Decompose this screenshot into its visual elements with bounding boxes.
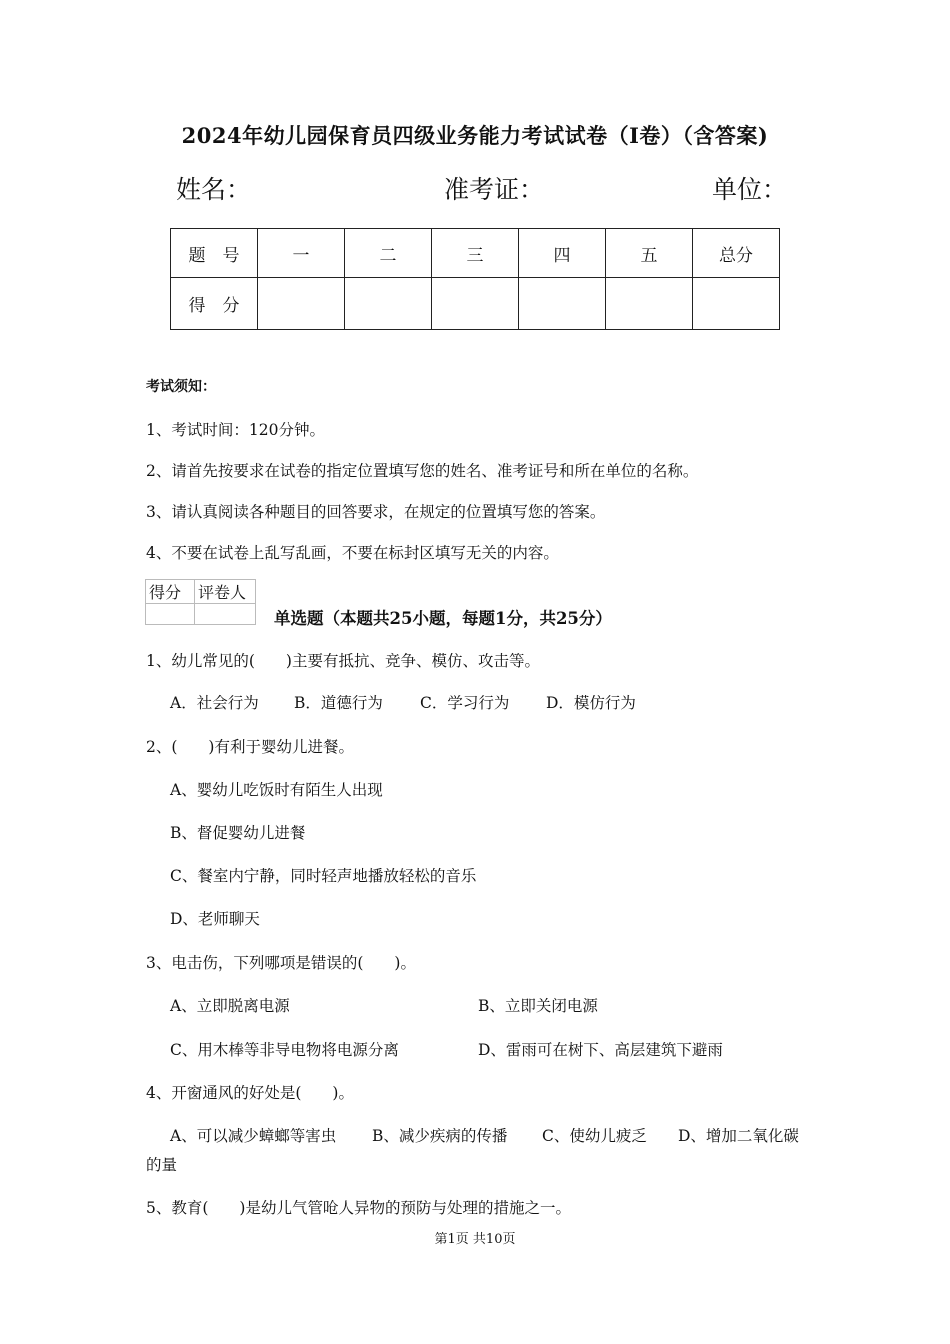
q4-option-d-wrap: 的量: [146, 1156, 178, 1174]
page-footer: 第1页 共10页: [434, 1232, 516, 1247]
unit-field-label: 单位：: [712, 175, 788, 204]
score-header-2: 二: [345, 229, 432, 278]
notice-title: 考试须知：: [146, 379, 216, 395]
question-1: 1、幼儿常见的( )主要有抵抗、竞争、模仿、攻击等。: [146, 652, 540, 670]
score-row-label: 得 分: [171, 278, 258, 330]
section-title: 单选题（本题共25小题，每题1分，共25分）: [274, 609, 612, 628]
notice-item: 1、考试时间：120分钟。: [146, 421, 325, 439]
score-cell-total[interactable]: [693, 278, 780, 330]
score-table: [170, 228, 780, 330]
q2-option-b: B、督促婴幼儿进餐: [170, 824, 306, 842]
score-cell-1[interactable]: [258, 278, 345, 330]
exam-title: 2024年幼儿园保育员四级业务能力考试试卷（I卷）（含答案): [181, 123, 769, 148]
q3-option-a: A、立即脱离电源: [170, 997, 290, 1015]
score-cell-5[interactable]: [606, 278, 693, 330]
q1-option-d: D．模仿行为: [546, 694, 636, 712]
q1-option-a: A．社会行为: [170, 694, 259, 712]
q2-option-c: C、餐室内宁静，同时轻声地播放轻松的音乐: [170, 867, 477, 885]
score-header-total: 总分: [693, 229, 780, 278]
candidate-info-fields: [176, 170, 788, 204]
score-cell-3[interactable]: [432, 278, 519, 330]
q1-option-c: C．学习行为: [420, 694, 510, 712]
score-header-1: 一: [258, 229, 345, 278]
question-5: 5、教育( )是幼儿气管呛人异物的预防与处理的措施之一。: [146, 1199, 571, 1217]
score-cell-2[interactable]: [345, 278, 432, 330]
grader-score-cell[interactable]: [146, 604, 195, 625]
question-2: 2、( )有利于婴幼儿进餐。: [146, 738, 354, 756]
score-header-4: 四: [519, 229, 606, 278]
q4-option-d: D、增加二氧化碳: [678, 1127, 799, 1145]
score-header-5: 五: [606, 229, 693, 278]
grader-reviewer-cell[interactable]: [195, 604, 256, 625]
score-header-question-no: 题 号: [171, 229, 258, 278]
notice-item: 4、不要在试卷上乱写乱画，不要在标封区填写无关的内容。: [146, 544, 559, 562]
score-cell-4[interactable]: [519, 278, 606, 330]
q3-option-d: D、雷雨可在树下、高层建筑下避雨: [478, 1041, 723, 1059]
name-field-label: 姓名：: [176, 175, 252, 204]
q4-option-c: C、使幼儿疲乏: [542, 1127, 647, 1145]
q3-option-c: C、用木棒等非导电物将电源分离: [170, 1041, 399, 1059]
question-4: 4、开窗通风的好处是( )。: [146, 1084, 354, 1102]
question-3: 3、电击伤，下列哪项是错误的( )。: [146, 954, 416, 972]
grader-score-label: 得分: [146, 580, 195, 604]
q4-option-b: B、减少疾病的传播: [372, 1127, 508, 1145]
notice-item: 3、请认真阅读各种题目的回答要求，在规定的位置填写您的答案。: [146, 503, 606, 521]
q4-option-a: A、可以减少蟑螂等害虫: [170, 1127, 337, 1145]
q2-option-a: A、婴幼儿吃饭时有陌生人出现: [170, 781, 383, 799]
exam-id-field-label: 准考证：: [444, 175, 545, 204]
q3-option-b: B、立即关闭电源: [478, 997, 598, 1015]
grader-box: [145, 579, 256, 625]
notice-item: 2、请首先按要求在试卷的指定位置填写您的姓名、准考证号和所在单位的名称。: [146, 462, 699, 480]
q2-option-d: D、老师聊天: [170, 910, 260, 928]
score-header-3: 三: [432, 229, 519, 278]
q1-option-b: B．道德行为: [294, 694, 383, 712]
grader-reviewer-label: 评卷人: [195, 580, 256, 604]
